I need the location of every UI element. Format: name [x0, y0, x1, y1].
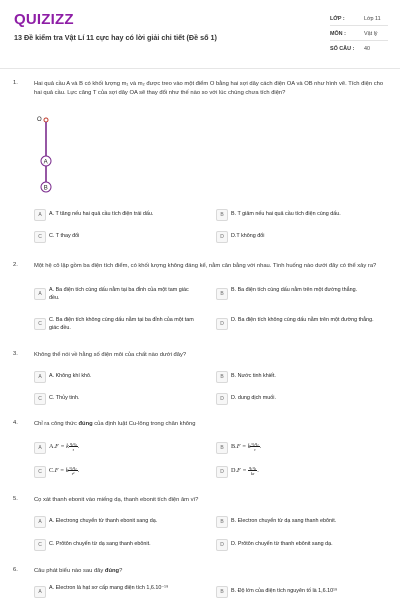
question-text-post: của định luật Cu-lông trong chân không	[92, 421, 196, 427]
formula-denominator: r²	[71, 471, 75, 476]
meta-count-key: SỐ CÂU :	[330, 46, 355, 52]
option-letter: B	[216, 516, 228, 528]
option-text: D. dung dịch muối.	[231, 395, 276, 401]
option-1d[interactable]	[216, 231, 386, 245]
option-4c[interactable]	[34, 466, 204, 480]
formula-denominator: r	[254, 447, 256, 452]
option-text: B. Độ lớn của điện tích nguyên tố là 1,6.10¹⁹	[231, 588, 338, 594]
option-3b[interactable]	[216, 371, 386, 385]
formula-prefix: A.	[49, 442, 56, 450]
worksheet-header	[0, 0, 400, 66]
option-letter: D	[216, 466, 228, 478]
option-6a[interactable]	[34, 586, 204, 600]
question-text-pre: Câu phát biểu nào sau đây	[34, 568, 105, 574]
option-letter: D	[216, 231, 228, 243]
option-4d[interactable]	[216, 466, 386, 480]
option-letter: B	[216, 288, 228, 300]
option-text: B. Ba điện tích cùng dấu nằm trên một đường thẳng.	[231, 287, 358, 293]
formula-c	[49, 465, 79, 476]
option-letter: B	[216, 209, 228, 221]
option-text: B. Nước tinh khiết.	[231, 373, 276, 379]
option-letter: A	[34, 209, 46, 221]
formula-denominator: r	[72, 447, 75, 452]
formula-fraction	[68, 465, 77, 476]
option-letter: C	[34, 539, 46, 551]
option-5c[interactable]	[34, 539, 204, 553]
question-number: 3.	[13, 351, 18, 357]
formula-suffix: .	[257, 466, 259, 474]
option-text: C. Ba điện tích không cùng dấu nằm tại ba đỉnh của một tam giác đều.	[49, 317, 194, 331]
option-3d[interactable]	[216, 393, 386, 407]
question-text-post: ?	[119, 568, 123, 574]
option-3c[interactable]	[34, 393, 204, 407]
formula-fraction	[250, 441, 259, 452]
meta-subject-key: MÔN :	[330, 31, 346, 37]
option-letter: B	[216, 371, 228, 383]
option-3a[interactable]	[34, 371, 204, 385]
question-number: 2.	[13, 262, 18, 268]
option-text: A. T tăng nếu hai quả cầu tích điện trái dấu.	[49, 211, 154, 217]
option-text: A. Không khí khô.	[49, 373, 92, 379]
formula-numerator: q₁q₂	[69, 465, 77, 470]
option-letter: D	[216, 539, 228, 551]
option-letter: B	[216, 586, 228, 598]
meta-subject-value: Vật lý	[364, 31, 378, 37]
formula-numerator: q₁q₂	[69, 441, 77, 446]
point-o-label: O	[37, 117, 42, 123]
option-2d[interactable]	[216, 318, 386, 332]
option-2b[interactable]	[216, 288, 386, 302]
option-letter: D	[216, 393, 228, 405]
option-4a[interactable]	[34, 442, 204, 456]
formula-lhs: F = k	[55, 442, 69, 450]
option-letter: C	[34, 318, 46, 330]
formula-suffix: .	[77, 466, 80, 474]
formula-prefix: B.	[231, 442, 237, 450]
option-text: C. Thủy tinh.	[49, 395, 80, 401]
formula-d	[231, 465, 259, 476]
option-1b[interactable]	[216, 209, 386, 223]
formula-lhs: F = k	[236, 442, 251, 450]
option-letter: A	[34, 516, 46, 528]
formula-prefix: D.	[231, 466, 238, 474]
option-1a[interactable]	[34, 209, 204, 223]
option-letter: B	[216, 442, 228, 454]
option-2c[interactable]	[34, 318, 209, 332]
formula-a	[49, 441, 79, 452]
option-letter: C	[34, 231, 46, 243]
question-text: Hai quả cầu A và B có khối lượng m₁ và m₂ được treo vào một điểm O bằng hai sợi dây cách điện OA và OB như hình vẽ. Tích điện cho hai quả cầu. Lực căng T của sợi dây OA sẽ thay đổi như thế nào so với lúc chúng chưa tích điện?	[34, 81, 384, 96]
formula-numerator: q₁q₂	[249, 465, 257, 470]
header-divider	[0, 68, 400, 69]
pivot-point-o	[44, 118, 48, 122]
option-text: A. Electrong chuyển từ thanh ebonit sang dạ.	[49, 518, 158, 524]
option-text: C. T thay đổi	[49, 233, 80, 239]
question-number: 6.	[13, 567, 18, 573]
question-text-emphasis: đúng	[78, 421, 93, 427]
option-letter: A	[34, 586, 46, 598]
option-letter: C	[34, 393, 46, 405]
option-5d[interactable]	[216, 539, 386, 553]
meta-divider	[330, 40, 388, 41]
ball-a-label: A	[43, 159, 48, 166]
question-text	[34, 420, 384, 429]
option-text: A. Electron là hạt sơ cấp mang điện tích 1,6.10⁻¹⁹	[49, 585, 169, 591]
option-text: B. T giảm nếu hai quả cầu tích điện cùng dấu.	[231, 211, 341, 217]
question-text: Không thể nói về hằng số điện môi của chất nào dưới đây?	[34, 352, 187, 358]
meta-divider	[330, 25, 388, 26]
option-letter: A	[34, 288, 46, 300]
option-letter: A	[34, 371, 46, 383]
formula-denominator: kr	[250, 471, 255, 476]
quizizz-logo: QUIZIZZ	[14, 11, 74, 28]
option-text: D. Prôtôn chuyển từ thanh ebônit sang dạ.	[231, 541, 333, 547]
formula-lhs: F = k	[54, 466, 69, 474]
formula-suffix: .	[259, 442, 262, 450]
option-6b[interactable]	[216, 586, 391, 600]
option-5a[interactable]	[34, 516, 204, 530]
formula-fraction	[248, 465, 257, 476]
ball-b-label: B	[43, 185, 48, 192]
question-number: 5.	[13, 496, 18, 502]
question-text-pre: Chỉ ra công thức	[34, 421, 79, 427]
meta-count-value: 40	[364, 46, 370, 52]
formula-fraction	[69, 441, 78, 452]
option-letter: A	[34, 442, 46, 454]
option-1c[interactable]	[34, 231, 204, 245]
option-text: D. Ba điện tích không cùng dấu nằm trên một đường thẳng.	[231, 317, 374, 323]
worksheet-title: 13 Đề kiểm tra Vật Lí 11 cực hay có lời giải chi tiết (Đề số 1)	[14, 33, 217, 42]
meta-class-value: Lớp 11	[364, 16, 381, 22]
formula-b	[231, 441, 261, 452]
pendulum-diagram	[34, 115, 64, 197]
question-text	[34, 567, 384, 576]
option-text: C. Prôtôn chuyển từ dạ sang thanh ebônit.	[49, 541, 151, 547]
question-text: Cọ xát thanh ebonit vào miếng dạ, thanh ebonit tích điện âm vì?	[34, 497, 199, 503]
option-letter: D	[216, 318, 228, 330]
question-number: 4.	[13, 420, 18, 426]
question-text: Một hệ cô lập gồm ba điện tích điểm, có khối lượng không đáng kể, nằm cân bằng với nhau. Tình huống nào dưới đây có thể xảy ra?	[34, 263, 377, 269]
formula-suffix: .	[77, 442, 80, 450]
formula-lhs: F =	[237, 466, 249, 474]
option-2a[interactable]	[34, 288, 209, 302]
option-4b[interactable]	[216, 442, 386, 456]
option-text: B. Electron chuyển từ dạ sang thanh ebônit.	[231, 518, 337, 524]
option-5b[interactable]	[216, 516, 386, 530]
meta-class-key: LỚP :	[330, 16, 345, 22]
formula-numerator: q₁q₂	[251, 441, 259, 446]
question-text-emphasis: đúng	[104, 568, 120, 574]
formula-prefix: C.	[49, 466, 55, 474]
question-number: 1.	[13, 80, 18, 86]
option-text: A. Ba điện tích cùng dấu nằm tại ba đỉnh của một tam giác đều.	[49, 287, 189, 301]
option-text: D.T không đổi	[231, 233, 265, 239]
option-letter: C	[34, 466, 46, 478]
